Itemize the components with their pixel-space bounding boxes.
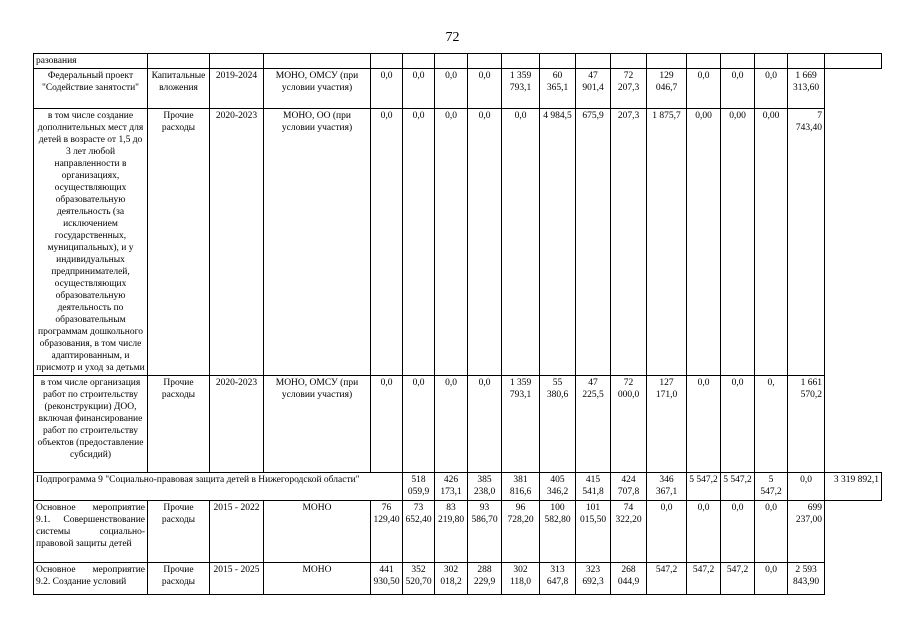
value-cell: 0,0: [435, 109, 468, 376]
executor-cell: МОНО: [264, 501, 371, 563]
period-cell: 2015 - 2022: [210, 501, 264, 563]
value-cell: 96 728,20: [502, 501, 540, 563]
expense-type-cell: Прочие расходы: [148, 109, 210, 376]
value-cell: 93 586,70: [468, 501, 502, 563]
executor-cell: МОНО, ОМСУ (при условии участия): [264, 376, 371, 473]
value-cell: 441 930,50: [371, 563, 403, 595]
value-cell: 268 044,9: [611, 563, 647, 595]
value-cell: 5 547,2: [721, 473, 755, 501]
value-cell: 72 207,3: [611, 69, 647, 109]
value-cell: 55 380,6: [540, 376, 576, 473]
value-cell: 415 541,8: [576, 473, 611, 501]
expense-type-cell: Прочие расходы: [148, 563, 210, 595]
value-cell: 0,0: [755, 563, 788, 595]
value-cell: [687, 54, 721, 69]
expense-type-cell: [148, 54, 210, 69]
total-cell: 699 237,00: [788, 501, 825, 563]
value-cell: 352 520,70: [403, 563, 435, 595]
value-cell: [468, 54, 502, 69]
measure-name-cell: в том числе организация работ по строительству (реконструкции) ДОО, включая финансирование работ по строительству объектов (предоставление субсидий): [34, 376, 148, 473]
measure-name-cell: Федеральный проект "Содействие занятости": [34, 69, 148, 109]
value-cell: 313 647,8: [540, 563, 576, 595]
measure-name-cell: в том числе создание дополнительных мест для детей в возрасте от 1,5 до 3 лет любой направленности в организациях, осуществляющих образовательную деятельность (за исключением государственных, муниципальных), и у индивидуальных предпринимателей, осуществляющих образовательную деятельность по образовательным программам дошкольного образования, в том числе адаптированным, и присмотр и уход за детьми: [34, 109, 148, 376]
table-row: [34, 473, 882, 501]
value-cell: [371, 54, 403, 69]
value-cell: 547,2: [687, 563, 721, 595]
value-cell: 73 652,40: [403, 501, 435, 563]
value-cell: 405 346,2: [540, 473, 576, 501]
value-cell: 83 219,80: [435, 501, 468, 563]
value-cell: 675,9: [576, 109, 611, 376]
value-cell: 0,0: [755, 501, 788, 563]
executor-cell: МОНО, ОО (при условии участия): [264, 109, 371, 376]
value-cell: 385 238,0: [468, 473, 502, 501]
table-row: [34, 54, 882, 69]
value-cell: 47 225,5: [576, 376, 611, 473]
value-cell: 5 547,2: [687, 473, 721, 501]
value-cell: 100 582,80: [540, 501, 576, 563]
value-cell: 0,0: [468, 376, 502, 473]
table-row: [34, 501, 882, 563]
total-cell: 1 661 570,2: [788, 376, 825, 473]
measure-name-cell: Основное мероприятие 9.2. Создание условий: [34, 563, 148, 595]
value-cell: 518 059,9: [403, 473, 435, 501]
table-body: [34, 54, 882, 595]
value-cell: 0,0: [371, 376, 403, 473]
expense-type-cell: Прочие расходы: [148, 501, 210, 563]
executor-cell: МОНО, ОМСУ (при условии участия): [264, 69, 371, 109]
value-cell: 547,2: [647, 563, 687, 595]
expense-type-cell: Капитальные вложения: [148, 69, 210, 109]
total-cell: 2 593 843,90: [788, 563, 825, 595]
value-cell: 0,0: [371, 109, 403, 376]
value-cell: 323 692,3: [576, 563, 611, 595]
total-cell: 7 743,40: [788, 109, 825, 376]
value-cell: 302 018,2: [435, 563, 468, 595]
total-cell: [825, 54, 882, 69]
value-cell: [435, 54, 468, 69]
expense-type-cell: Прочие расходы: [148, 376, 210, 473]
value-cell: 0,0: [788, 473, 825, 501]
value-cell: 0,00: [687, 109, 721, 376]
value-cell: 0,0: [755, 69, 788, 109]
value-cell: 0,0: [468, 69, 502, 109]
value-cell: 0,0: [687, 501, 721, 563]
value-cell: 0,0: [687, 376, 721, 473]
value-cell: 101 015,50: [576, 501, 611, 563]
table-row: [34, 109, 882, 376]
table-row: [34, 69, 882, 109]
value-cell: 207,3: [611, 109, 647, 376]
value-cell: 424 707,8: [611, 473, 647, 501]
value-cell: 0,0: [371, 69, 403, 109]
value-cell: 129 046,7: [647, 69, 687, 109]
executor-cell: [264, 54, 371, 69]
value-cell: 302 118,0: [502, 563, 540, 595]
value-cell: 1 359 793,1: [502, 376, 540, 473]
measure-name-cell: Основное мероприятие 9.1. Совершенствование системы социально-правовой защиты детей: [34, 501, 148, 563]
value-cell: [540, 54, 576, 69]
value-cell: 127 171,0: [647, 376, 687, 473]
value-cell: [502, 54, 540, 69]
value-cell: 547,2: [721, 563, 755, 595]
value-cell: [576, 54, 611, 69]
period-cell: 2019-2024: [210, 69, 264, 109]
total-cell: 3 319 892,1: [825, 473, 882, 501]
period-cell: 2015 - 2025: [210, 563, 264, 595]
value-cell: 47 901,4: [576, 69, 611, 109]
value-cell: 72 000,0: [611, 376, 647, 473]
value-cell: 426 173,1: [435, 473, 468, 501]
value-cell: 0,0: [403, 376, 435, 473]
total-cell: 1 669 313,60: [788, 69, 825, 109]
value-cell: 0,0: [721, 69, 755, 109]
value-cell: [721, 54, 755, 69]
value-cell: 288 229,9: [468, 563, 502, 595]
value-cell: [788, 54, 825, 69]
value-cell: 0,: [755, 376, 788, 473]
period-cell: 2020-2023: [210, 376, 264, 473]
executor-cell: МОНО: [264, 563, 371, 595]
value-cell: 0,0: [435, 376, 468, 473]
table-row: [34, 563, 882, 595]
value-cell: 0,00: [721, 109, 755, 376]
value-cell: 0,0: [468, 109, 502, 376]
value-cell: 0,0: [435, 69, 468, 109]
value-cell: [403, 54, 435, 69]
value-cell: [611, 54, 647, 69]
value-cell: 1 359 793,1: [502, 69, 540, 109]
program-name-cell: Подпрограмма 9 "Социально-правовая защита детей в Нижегородской области": [34, 473, 403, 501]
value-cell: 60 365,1: [540, 69, 576, 109]
value-cell: 5 547,2: [755, 473, 788, 501]
value-cell: 0,0: [403, 69, 435, 109]
period-cell: 2020-2023: [210, 109, 264, 376]
value-cell: 4 984,5: [540, 109, 576, 376]
value-cell: 74 322,20: [611, 501, 647, 563]
budget-table: [33, 53, 882, 595]
page-number: 72: [445, 30, 460, 45]
value-cell: [647, 54, 687, 69]
value-cell: 0,0: [403, 109, 435, 376]
value-cell: 0,00: [755, 109, 788, 376]
value-cell: 0,0: [721, 501, 755, 563]
value-cell: 381 816,6: [502, 473, 540, 501]
value-cell: [755, 54, 788, 69]
table-row: [34, 376, 882, 473]
value-cell: 0,0: [721, 376, 755, 473]
value-cell: 0,0: [647, 501, 687, 563]
value-cell: 76 129,40: [371, 501, 403, 563]
value-cell: 1 875,7: [647, 109, 687, 376]
value-cell: 0,0: [502, 109, 540, 376]
period-cell: [210, 54, 264, 69]
value-cell: 0,0: [687, 69, 721, 109]
value-cell: 346 367,1: [647, 473, 687, 501]
measure-name-cell: разования: [34, 54, 148, 69]
